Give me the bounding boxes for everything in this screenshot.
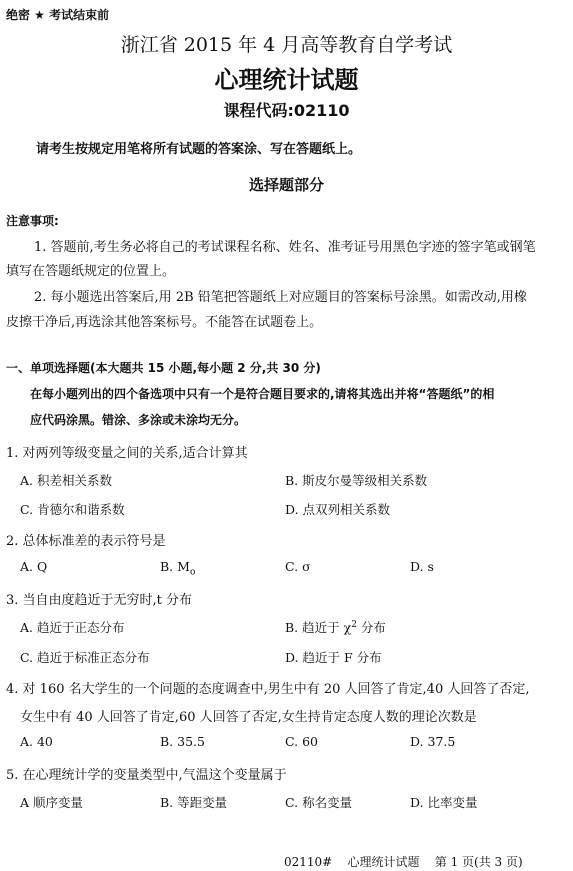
q2-option-a: A. Q <box>20 559 48 574</box>
q3-option-c: C. 趋近于标准正态分布 <box>20 650 150 665</box>
q3-option-d: D. 趋近于 F 分布 <box>285 650 382 665</box>
course-code: 课程代码:02110 <box>223 101 350 120</box>
note-1-line-2: 填写在答题纸规定的位置上。 <box>6 264 176 279</box>
q3-option-b <box>285 618 386 636</box>
answer-instruction: 请考生按规定用笔将所有试题的答案涂、写在答题纸上。 <box>36 142 362 157</box>
part1-heading: 一、单项选择题(本大题共 15 小题,每小题 2 分,共 30 分) <box>6 361 321 375</box>
notes-heading: 注意事项: <box>6 214 59 228</box>
q4-option-b: B. 35.5 <box>160 734 205 749</box>
paper-title: 心理统计试题 <box>214 65 359 94</box>
q5-option-a: A 顺序变量 <box>20 795 84 810</box>
note-1-line-1: 1. 答题前,考生务必将自己的考试课程名称、姓名、准考证号用黑色字迹的签字笔或钢笔 <box>34 240 536 255</box>
confidential-label: 绝密 ★ 考试结束前 <box>6 8 110 22</box>
q5-option-c: C. 称名变量 <box>285 795 353 810</box>
q1-option-d: D. 点双列相关系数 <box>285 502 391 517</box>
question-4-stem-line-2: 女生中有 40 人回答了肯定,60 人回答了否定,女生持肯定态度人数的理论次数是 <box>20 710 477 725</box>
q1-option-c: C. 肯德尔和谐系数 <box>20 502 125 517</box>
section-title: 选择题部分 <box>248 176 324 194</box>
footer-title: 心理统计试题 <box>347 855 420 869</box>
exam-line: 浙江省 2015 年 4 月高等教育自学考试 <box>120 34 453 56</box>
q3-option-b-tail: 分布 <box>356 620 386 635</box>
footer <box>284 853 523 870</box>
q2-option-c: C. σ <box>285 559 311 574</box>
note-2-line-2: 皮擦干净后,再选涂其他答案标号。不能答在试题卷上。 <box>6 315 323 330</box>
q2-option-b-subscript: o <box>189 567 196 578</box>
question-4-stem-line-1: 4. 对 160 名大学生的一个问题的态度调查中,男生中有 20 人回答了肯定,40 人回答了否定, <box>6 682 530 697</box>
q1-option-a: A. 积差相关系数 <box>20 473 112 488</box>
q2-option-d: D. s <box>410 559 434 574</box>
q3-option-b-text: B. 趋近于 χ <box>285 620 352 635</box>
footer-course-code: 02110# <box>284 855 333 869</box>
q1-option-b: B. 斯皮尔曼等级相关系数 <box>285 473 428 488</box>
q3-option-b-superscript: 2 <box>351 619 357 630</box>
note-2-line-1: 2. 每小题选出答案后,用 2B 铅笔把答题纸上对应题目的答案标号涂黑。如需改动,用橡 <box>34 290 527 305</box>
q2-option-b <box>160 559 195 578</box>
q5-option-b: B. 等距变量 <box>160 795 228 810</box>
q4-option-a: A. 40 <box>20 734 53 749</box>
footer-page-number: 第 1 页(共 3 页) <box>434 855 523 869</box>
q4-option-d: D. 37.5 <box>410 734 456 749</box>
question-3-stem: 3. 当自由度趋近于无穷时,t 分布 <box>6 593 193 608</box>
q4-option-c: C. 60 <box>285 734 318 749</box>
q2-option-b-text: B. M <box>160 559 190 574</box>
part1-desc-line-2: 应代码涂黑。错涂、多涂或未涂均无分。 <box>30 413 247 427</box>
part1-desc-line-1: 在每小题列出的四个备选项中只有一个是符合题目要求的,请将其选出并将“答题纸”的相 <box>30 387 495 401</box>
question-2-stem: 2. 总体标准差的表示符号是 <box>6 534 166 549</box>
q3-option-a: A. 趋近于正态分布 <box>20 620 125 635</box>
question-1-stem: 1. 对两列等级变量之间的关系,适合计算其 <box>6 446 248 461</box>
q5-option-d: D. 比率变量 <box>410 795 478 810</box>
question-5-stem: 5. 在心理统计学的变量类型中,气温这个变量属于 <box>6 768 287 783</box>
